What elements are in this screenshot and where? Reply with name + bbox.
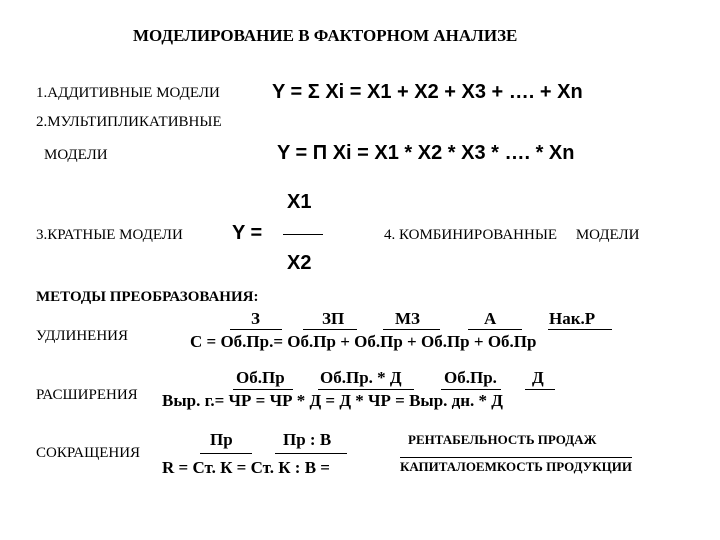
- extension-numerator: Об.Пр: [236, 368, 285, 387]
- fraction-bar: [318, 389, 414, 390]
- fraction-bar: [383, 329, 440, 330]
- fraction-bar: [275, 453, 347, 454]
- multiplicative-models-label-line1: 2.МУЛЬТИПЛИКАТИВНЫЕ: [36, 114, 222, 130]
- lengthening-label: УДЛИНЕНИЯ: [36, 328, 129, 344]
- fraction-bar: [441, 389, 501, 390]
- fraction-bar: [233, 389, 293, 390]
- extension-numerator: Об.Пр.: [444, 368, 497, 387]
- extension-label: РАСШИРЕНИЯ: [36, 387, 138, 403]
- additive-models-label: 1.АДДИТИВНЫЕ МОДЕЛИ: [36, 85, 220, 101]
- fraction-bar: [303, 329, 357, 330]
- lengthening-numerator: З: [251, 309, 260, 328]
- multiple-formula-lhs: Y =: [232, 222, 263, 244]
- multiple-fraction-bar: [283, 234, 323, 235]
- reduction-formula: R = Ст. К = Ст. К : В =: [162, 458, 330, 477]
- page-title: МОДЕЛИРОВАНИЕ В ФАКТОРНОМ АНАЛИЗЕ: [133, 26, 518, 45]
- additive-formula: Y = Σ Xi = X1 + X2 + X3 + …. + Xn: [272, 81, 583, 103]
- combined-models-label: 4. КОМБИНИРОВАННЫЕ МОДЕЛИ: [384, 227, 640, 243]
- multiple-formula-numerator: X1: [287, 191, 312, 213]
- extension-numerator: Д: [532, 368, 544, 387]
- lengthening-formula: C = Об.Пр.= Об.Пр + Об.Пр + Об.Пр + Об.Пр: [190, 332, 537, 351]
- reduction-label: СОКРАЩЕНИЯ: [36, 445, 141, 461]
- extension-numerator: Об.Пр. * Д: [320, 368, 402, 387]
- reduction-numerator-right: РЕНТАБЕЛЬНОСТЬ ПРОДАЖ: [408, 432, 597, 447]
- lengthening-numerator: А: [484, 309, 497, 328]
- extension-formula: Выр. г.= ЧР = ЧР * Д = Д * ЧР = Выр. дн. * Д: [162, 391, 503, 410]
- multiplicative-formula: Y = П Xi = X1 * X2 * X3 * …. * Xn: [277, 142, 575, 164]
- multiple-formula-denominator: X2: [287, 252, 312, 274]
- reduction-numerator: Пр: [210, 430, 233, 449]
- fraction-bar: [525, 389, 555, 390]
- lengthening-numerator: ЗП: [322, 309, 345, 328]
- fraction-bar: [230, 329, 282, 330]
- fraction-bar: [548, 329, 612, 330]
- lengthening-numerator: Нак.Р: [549, 309, 596, 328]
- reduction-denominator-right: КАПИТАЛОЕМКОСТЬ ПРОДУКЦИИ: [400, 459, 632, 474]
- lengthening-numerator: МЗ: [395, 309, 421, 328]
- fraction-bar: [200, 453, 252, 454]
- methods-heading: МЕТОДЫ ПРЕОБРАЗОВАНИЯ:: [36, 289, 259, 305]
- multiplicative-models-label-line2: МОДЕЛИ: [44, 147, 108, 163]
- fraction-bar: [468, 329, 522, 330]
- reduction-numerator: Пр : В: [283, 430, 332, 449]
- multiple-models-label: 3.КРАТНЫЕ МОДЕЛИ: [36, 227, 183, 243]
